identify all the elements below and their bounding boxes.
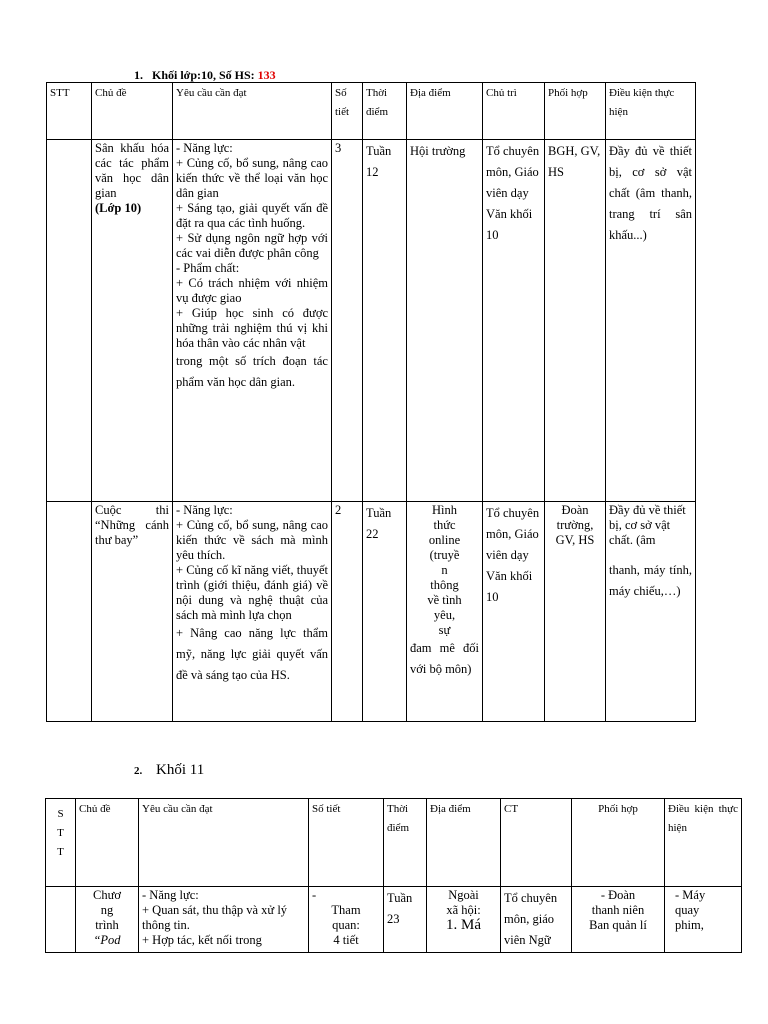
periods-line: 4 tiết xyxy=(333,933,359,947)
header-host: CT xyxy=(501,799,572,887)
row-periods: 3 xyxy=(332,140,363,502)
row-topic xyxy=(92,140,173,502)
section-1-number: 1. xyxy=(134,68,143,82)
header-stt xyxy=(46,799,76,887)
header-requirements: Yêu cầu cần đạt xyxy=(173,83,332,140)
grade-11-table xyxy=(45,798,742,953)
row-time: Tuần 12 xyxy=(363,140,407,502)
place-line: sự xyxy=(438,623,451,637)
place-line: (truyề xyxy=(429,548,460,562)
header-conditions: Điều kiện thực hiện xyxy=(665,799,742,887)
row-requirements xyxy=(139,887,309,953)
row-host: Tổ chuyên môn, giáo viên Ngữ xyxy=(501,887,572,953)
req-line: - Năng lực: xyxy=(176,141,233,155)
section-2-number: 2. xyxy=(134,765,143,777)
row-conditions xyxy=(606,502,696,722)
place-line: thức xyxy=(433,518,456,532)
topic-grade: (Lớp 10) xyxy=(95,201,142,215)
row-requirements xyxy=(173,140,332,502)
header-host: Chủ trì xyxy=(483,83,545,140)
row-conditions: Đầy đủ về thiết bị, cơ sở vật chất (âm thanh, trang trí sân khấu...) xyxy=(606,140,696,502)
topic-line: “Pod xyxy=(93,933,121,947)
stt-letter: S xyxy=(57,808,64,820)
stt-letter: T xyxy=(57,827,64,839)
header-cooperate: Phối hợp xyxy=(545,83,606,140)
header-conditions: Điều kiện thực hiện xyxy=(606,83,696,140)
row-host: Tổ chuyên môn, Giáo viên dạy Văn khối 10 xyxy=(483,502,545,722)
topic-line: Chươ xyxy=(93,888,121,902)
req-line: - Phẩm chất: xyxy=(176,261,240,275)
row-requirements xyxy=(173,502,332,722)
req-line: + Sử dụng ngôn ngữ hợp với các vai diễn được phân công xyxy=(176,231,328,260)
req-line: trong một số trích đoạn tác phẩm văn học dân gian. xyxy=(176,354,328,389)
conditions-line: - Máy xyxy=(675,888,706,902)
stt-letter: T xyxy=(57,846,64,858)
topic-line: trình xyxy=(95,918,119,932)
header-place: Địa điểm xyxy=(407,83,483,140)
req-line: + Củng cố, bổ sung, nâng cao kiến thức về thể loại văn học dân gian xyxy=(176,156,328,200)
row-place xyxy=(427,887,501,953)
header-place: Địa điểm xyxy=(427,799,501,887)
row-cooperate: BGH, GV, HS xyxy=(545,140,606,502)
conditions-line: thanh, máy tính, máy chiếu,…) xyxy=(609,563,692,598)
row-topic xyxy=(76,887,139,953)
row-place xyxy=(407,502,483,722)
place-line: online xyxy=(428,533,461,547)
table-header-row xyxy=(46,799,742,887)
row-stt xyxy=(46,887,76,953)
row-stt xyxy=(47,140,92,502)
place-line: thông xyxy=(430,578,459,592)
req-line: + Củng cố, bổ sung, nâng cao kiến thức về sách mà mình yêu thích. xyxy=(176,518,328,562)
req-line: + Hợp tác, kết nối trong xyxy=(142,933,262,947)
conditions-line: quay xyxy=(675,903,700,917)
topic-line: ng xyxy=(100,903,114,917)
req-line: + Nâng cao năng lực thẩm mỹ, năng lực giải quyết vấn đề và sáng tạo của HS. xyxy=(176,626,328,682)
row-stt xyxy=(47,502,92,722)
header-time: Thời điểm xyxy=(363,83,407,140)
row-time: Tuần 23 xyxy=(384,887,427,953)
row-cooperate xyxy=(572,887,665,953)
header-stt: STT xyxy=(47,83,92,140)
table-header-row xyxy=(47,83,696,140)
header-topic: Chủ đề xyxy=(76,799,139,887)
place-line: yêu, xyxy=(433,608,456,622)
table-row xyxy=(46,887,742,953)
req-line: + Giúp học sinh có được những trải nghiệm thú vị khi hóa thân vào các nhân vật xyxy=(176,306,328,350)
periods-line: quan: xyxy=(332,918,360,932)
place-line: đam mê đối với bộ môn) xyxy=(410,641,479,676)
header-cooperate: Phối hợp xyxy=(572,799,665,887)
header-periods: Số tiết xyxy=(332,83,363,140)
place-line: Ngoài xyxy=(448,888,479,902)
row-conditions xyxy=(665,887,742,953)
student-count: 133 xyxy=(257,68,276,82)
conditions-line: Đầy đủ về thiết bị, cơ sở vật chất. (âm xyxy=(609,503,686,547)
req-line: + Củng cố kĩ năng viết, thuyết trình (giới thiệu, đánh giá) về nội dung và nghệ thuật của sách mà mình lựa chọn xyxy=(176,563,328,622)
header-time: Thời điểm xyxy=(384,799,427,887)
header-topic: Chủ đề xyxy=(92,83,173,140)
section-2-heading: Khối 11 xyxy=(156,762,205,778)
req-line: + Sáng tạo, giải quyết vấn đề đặt ra qua các tình huống. xyxy=(176,201,328,230)
header-requirements: Yêu cầu cần đạt xyxy=(139,799,309,887)
place-line: xã hội: xyxy=(446,903,481,917)
place-line: 1. Má xyxy=(446,917,481,933)
section-1-title xyxy=(134,68,276,83)
row-periods: 2 xyxy=(332,502,363,722)
cooperate-line: Ban quản lí xyxy=(589,918,647,932)
conditions-line: phim, xyxy=(675,918,704,932)
table-row xyxy=(47,140,696,502)
req-line: - Năng lực: xyxy=(142,888,199,902)
header-periods: Số tiết xyxy=(309,799,384,887)
cooperate-line: thanh niên xyxy=(591,903,645,917)
topic-text: Sân khấu hóa các tác phẩm văn học dân gian xyxy=(95,141,169,200)
row-time: Tuần 22 xyxy=(363,502,407,722)
row-cooperate: Đoàn trường, GV, HS xyxy=(545,502,606,722)
req-line: + Quan sát, thu thập và xử lý thông tin. xyxy=(142,903,288,932)
section-1-heading: Khối lớp:10, Số HS: xyxy=(152,68,255,82)
place-line: Hình xyxy=(432,503,457,517)
periods-line: - xyxy=(312,888,317,902)
req-line: + Có trách nhiệm với nhiệm vụ được giao xyxy=(176,276,328,305)
row-host: Tổ chuyên môn, Giáo viên dạy Văn khối 10 xyxy=(483,140,545,502)
row-place: Hội trường xyxy=(407,140,483,502)
place-line: n xyxy=(441,563,448,577)
place-line: về tình xyxy=(427,593,462,607)
cooperate-line: - Đoàn xyxy=(600,888,636,902)
grade-10-table xyxy=(46,82,696,722)
req-line: - Năng lực: xyxy=(176,503,233,517)
row-periods xyxy=(309,887,384,953)
section-2-title xyxy=(134,762,204,779)
row-topic: Cuộc thi “Những cánh thư bay” xyxy=(92,502,173,722)
table-row xyxy=(47,502,696,722)
periods-line: Tham xyxy=(331,903,361,917)
